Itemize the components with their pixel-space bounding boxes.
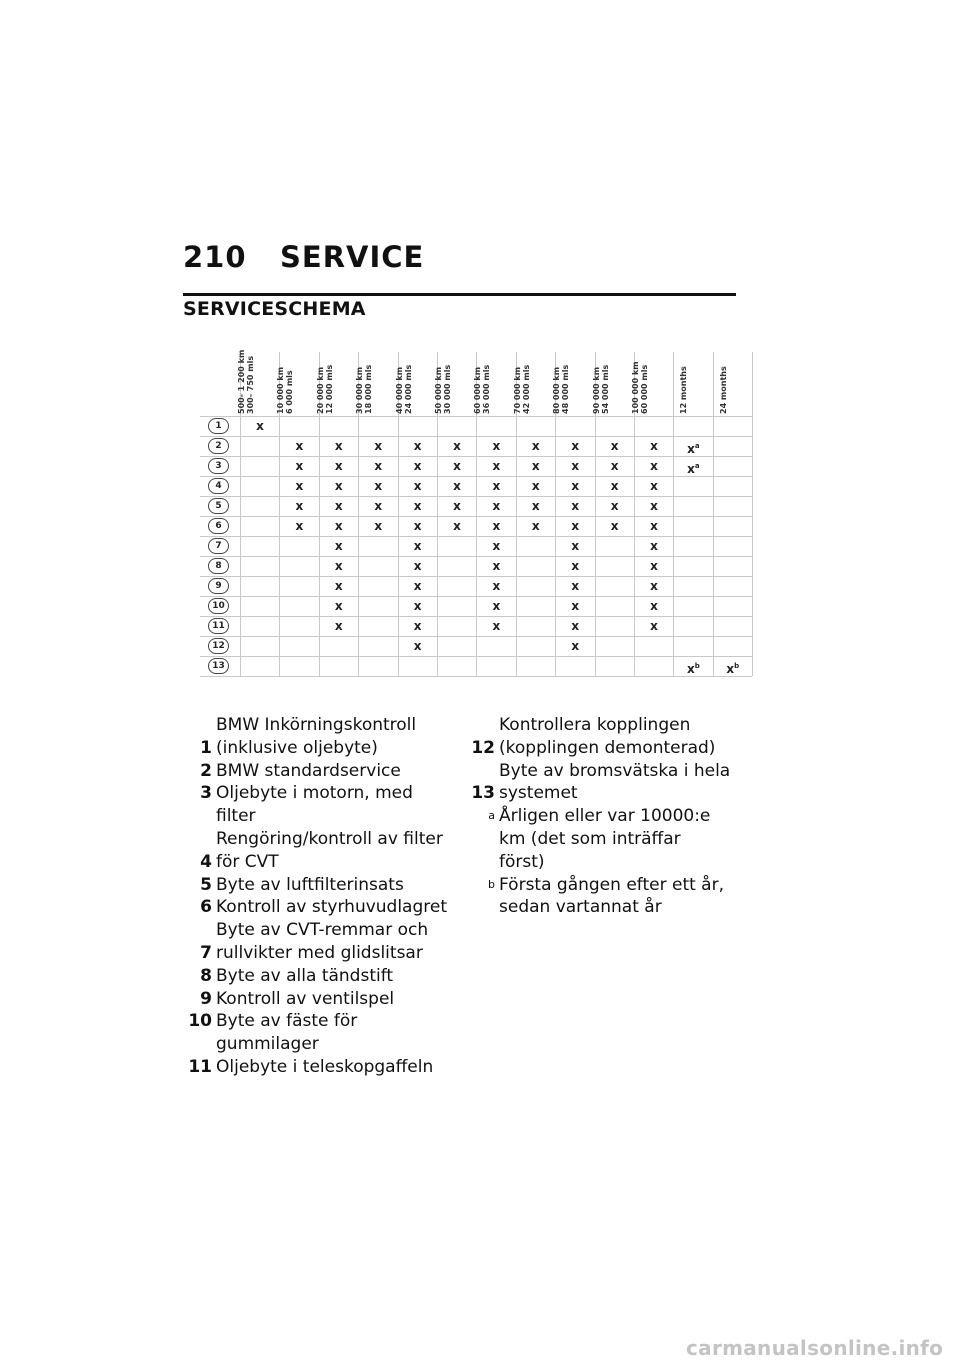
service-mark: $x^a$ [687,442,700,456]
legend-number: 3 [200,783,212,804]
legend-text: Kontroll av styrhuvudlagret [216,897,448,918]
column-header-line: 24 000 mls [403,364,413,414]
service-mark: x [413,579,422,593]
legend-number: 1 [200,737,212,758]
column-header [473,354,516,414]
header-rule [183,293,736,296]
service-mark: x [334,439,343,453]
service-mark: x [492,539,501,553]
grid-line [200,656,752,657]
column-header-line: 48 000 mls [561,364,571,414]
row-number-badge: 6 [208,518,229,534]
column-header-line: 60 000 km [473,366,483,414]
legend-number: 9 [200,988,212,1009]
legend-text: Byte av alla tändstift [216,965,394,986]
column-header-line: 90 000 km [591,366,601,414]
service-schedule-table [200,349,740,687]
service-mark: x [571,639,580,653]
row-number-badge: 1 [208,418,229,434]
row-number-badge: 3 [208,458,229,474]
column-header-line: 40 000 km [394,366,404,414]
service-mark: x [650,539,658,553]
legend-item [183,874,448,897]
service-mark: x [571,579,580,593]
service-mark: x [610,519,619,533]
page-number: 210 [183,240,247,274]
service-mark: x [374,519,383,533]
service-mark: x [492,479,501,493]
footnote-marker: a [694,442,700,450]
column-header [355,354,398,414]
service-mark: x [374,499,383,513]
service-mark: x [256,419,264,433]
legend-number: 11 [188,1056,212,1077]
service-mark: x [295,479,304,493]
legend-left [183,714,448,1079]
service-mark: x [650,479,658,493]
service-mark: x [334,599,343,613]
service-mark: x [531,439,540,453]
service-mark: x [413,639,422,653]
service-mark: x [413,519,422,533]
legend-item [183,782,448,828]
footnote-item [466,805,731,873]
section-title: SERVICESCHEMA [183,298,366,320]
legend-text: BMW Inkörningskontroll (inklusive oljebyte) [216,715,417,758]
legend-item [183,896,448,919]
row-number-badge: 10 [208,598,229,614]
page-header [183,240,736,274]
column-header [237,349,280,414]
service-mark: x [571,539,580,553]
service-mark: x [492,499,501,513]
service-mark: x [571,599,580,613]
legend-number: 10 [188,1011,212,1032]
service-mark: x [413,479,422,493]
column-header-line: 18 000 mls [364,364,374,414]
legend-item [466,714,731,760]
service-mark: x [295,459,304,473]
column-header-line: 500- 1 200 km [237,349,246,414]
service-mark: x [295,439,304,453]
legend-number: 7 [200,942,212,963]
legend-number: 8 [200,965,212,986]
service-mark: x [453,459,461,473]
legend-number: 5 [200,874,212,895]
legend-item [183,760,448,783]
service-mark: $x^b$ [726,662,740,676]
column-header-line: 30 000 km [355,366,365,414]
legend-text: Rengöring/kontroll av filter för CVT [216,828,443,872]
service-mark: x [492,559,501,573]
legend-text: BMW standardservice [216,760,401,781]
legend-number: b [488,877,495,891]
service-mark: x [334,479,343,493]
service-mark: x [571,619,580,633]
service-mark: x [531,499,540,513]
service-mark: $x^b$ [687,662,700,676]
chapter-title: SERVICE [280,240,425,274]
service-mark: x [413,439,422,453]
service-mark: x [571,479,580,493]
column-header [552,354,595,414]
legend-text: Oljebyte i teleskopgaffeln [216,1056,434,1077]
service-mark: x [413,539,422,553]
legend-item [183,965,448,988]
legend-item [183,714,448,760]
column-header [434,354,477,414]
legend-item [183,1010,448,1056]
service-mark: x [650,559,658,573]
row-number-badge: 13 [208,658,229,674]
column-header [591,354,635,414]
service-mark: x [374,439,383,453]
service-mark: x [531,519,540,533]
service-mark: x [610,459,619,473]
service-mark: x [610,499,619,513]
row-number-badge: 12 [208,638,229,654]
legend-number: 12 [471,737,495,758]
column-header-line: 12 months [679,366,689,414]
service-mark: x [571,459,580,473]
service-mark: x [374,479,383,493]
column-header-line: 50 000 km [434,366,443,414]
service-mark: x [295,499,304,513]
legend-text: Första gången efter ett år, sedan vartannat år [499,874,724,918]
service-mark: x [334,499,343,513]
legend-item [183,828,448,874]
grid-line [200,676,752,677]
legend-number: 13 [471,783,495,804]
row-number-badge: 5 [208,498,229,514]
column-header-line: 42 000 mls [521,364,531,414]
service-mark: x [492,459,501,473]
service-mark: x [650,459,658,473]
legend-text: Kontroll av ventilspel [216,988,395,1009]
column-header-line: 20 000 km [315,366,325,414]
column-header-line: 300- 750 mls [246,355,255,414]
service-mark: x [334,619,343,633]
legend-item [183,919,448,965]
footnote-marker: b [734,662,740,670]
column-header-line: 10 000 km [276,366,286,414]
legend-number: a [488,809,495,823]
service-mark: x [650,499,658,513]
column-header-line: 70 000 km [512,366,522,414]
legend-text: Byte av bromsvätska i hela systemet [499,760,731,804]
legend-number: 2 [200,760,212,781]
service-mark: x [650,599,658,613]
service-mark: x [492,439,501,453]
row-number-badge: 9 [208,578,229,594]
column-header [315,354,359,414]
row-number-badge: 7 [208,538,229,554]
service-mark: x [571,499,580,513]
service-mark: x [610,479,619,493]
column-header-line: 36 000 mls [482,364,492,414]
legend-item [183,1056,448,1079]
column-header-line: 100 000 km [631,361,640,414]
service-mark: x [610,439,619,453]
column-header [512,354,556,414]
column-header-line: 80 000 km [552,366,562,414]
service-mark: x [413,559,422,573]
row-number-badge: 11 [208,618,229,634]
service-mark: x [650,579,658,593]
service-mark: x [413,619,422,633]
legend-text: Byte av luftfilterinsats [216,874,404,895]
service-mark: x [413,459,422,473]
column-header [276,354,319,414]
service-mark: x [650,519,658,533]
footnote-marker: b [694,662,700,670]
service-mark: x [492,579,501,593]
service-mark: x [453,479,461,493]
column-header-line: 6 000 mls [285,370,295,414]
service-mark: x [453,519,461,533]
service-mark: x [571,439,580,453]
column-header [713,354,753,414]
row-number-badge: 2 [208,438,229,454]
service-mark: x [571,559,580,573]
legend-number: 6 [200,897,212,918]
legend-text: Årligen eller var 10000:e km (det som inträffar först) [499,806,711,872]
service-mark: x [492,599,501,613]
column-header [631,354,674,414]
row-number-badge: 8 [208,558,229,574]
service-mark: x [295,519,304,533]
service-mark: x [571,519,580,533]
service-mark: x [413,499,422,513]
column-header [394,354,438,414]
legend-text: Byte av fäste för gummilager [216,1011,358,1055]
service-mark: x [453,439,461,453]
legend-item [183,988,448,1011]
column-header-line: 12 000 mls [324,364,334,414]
service-mark: x [334,519,343,533]
legend-item [466,760,731,806]
footnote-item [466,874,731,920]
grid-line [200,636,752,637]
service-mark: x [531,459,540,473]
service-mark: x [334,579,343,593]
service-mark: x [492,619,501,633]
service-mark: x [374,459,383,473]
service-mark: x [492,519,501,533]
column-header-line: 54 000 mls [600,364,610,414]
service-mark: $x^a$ [687,462,700,476]
watermark: carmanualsonline.info [686,1336,944,1360]
row-number-badge: 4 [208,478,229,494]
legend-text: Kontrollera kopplingen (kopplingen demonterad) [499,715,716,758]
service-mark: x [531,479,540,493]
service-mark: x [650,439,658,453]
legend-text: Oljebyte i motorn, med filter [216,783,413,827]
service-mark: x [334,459,343,473]
service-mark: x [334,559,343,573]
service-mark: x [413,599,422,613]
service-mark: x [453,499,461,513]
column-header-line: 24 months [718,366,728,414]
column-header [673,354,713,414]
service-mark: x [650,619,658,633]
legend-right [466,714,731,919]
legend-text: Byte av CVT-remmar och rullvikter med glidslitsar [216,920,429,963]
column-header-line: 30 000 mls [443,364,452,414]
service-mark: x [334,539,343,553]
footnote-marker: a [694,462,700,470]
column-header-line: 60 000 mls [640,364,649,414]
grid-line [200,416,752,417]
legend-number: 4 [200,851,212,872]
